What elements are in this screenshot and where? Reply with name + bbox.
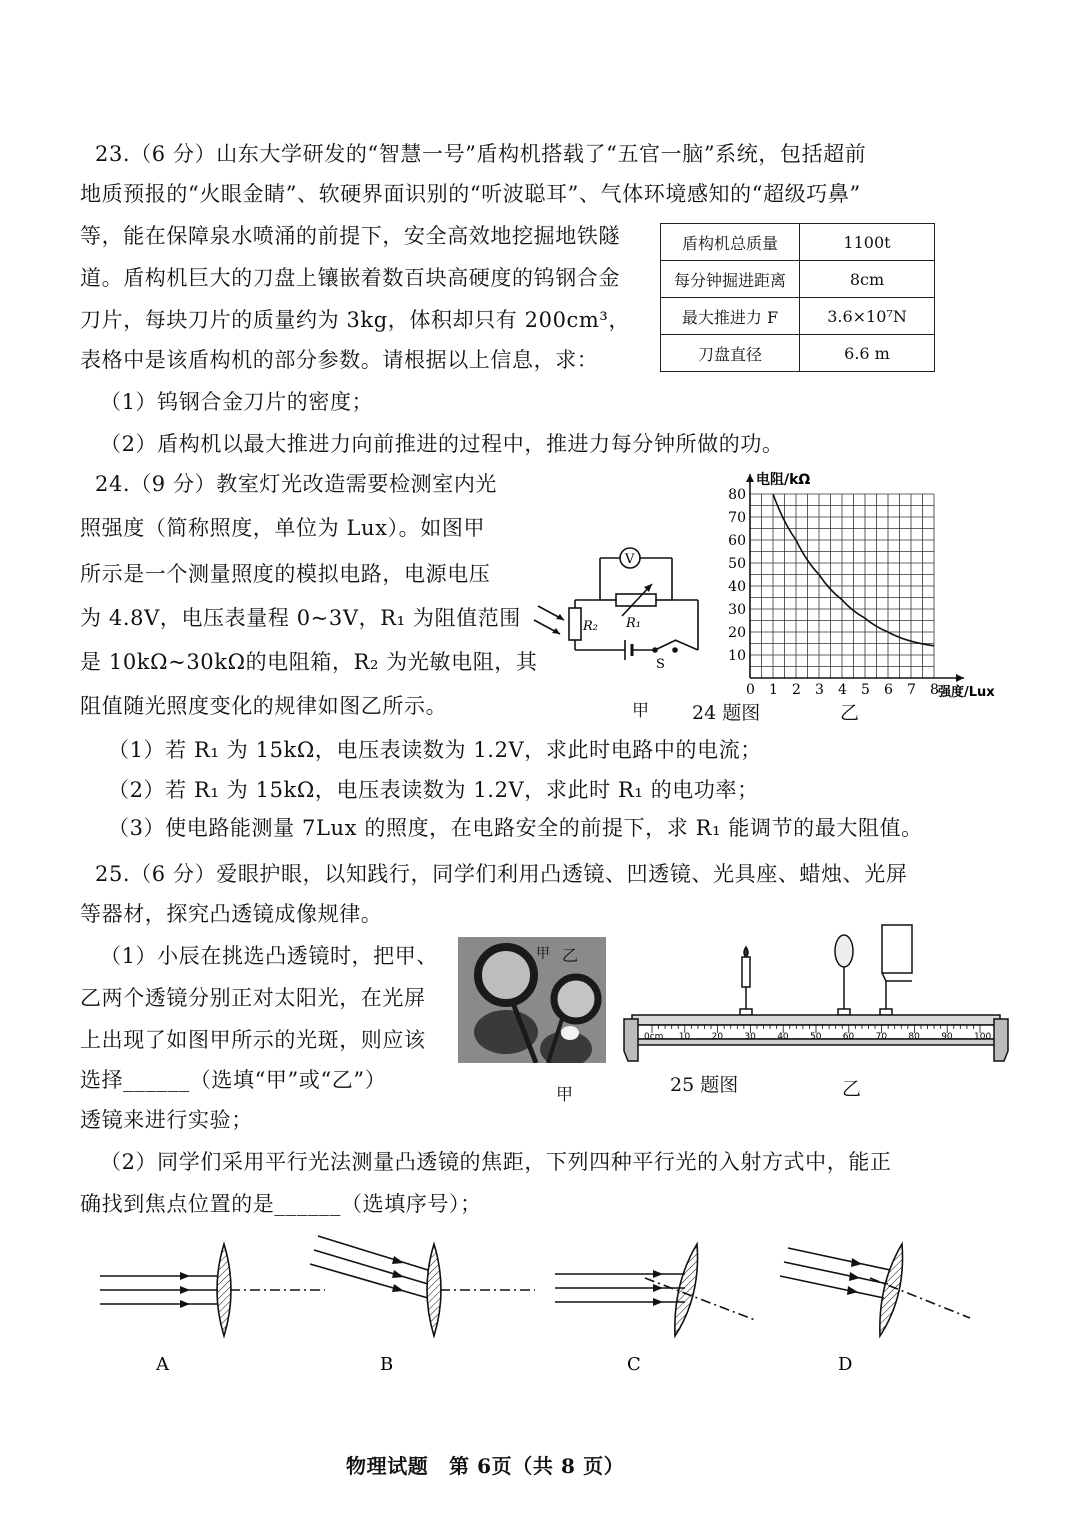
y-tick-label: 10: [728, 648, 746, 664]
bench-tick-label: 90: [941, 1032, 953, 1042]
x-tick-label: 3: [815, 682, 824, 698]
q23-line: 表格中是该盾构机的部分参数。请根据以上信息，求：: [80, 348, 599, 372]
q23-sub: （2）盾构机以最大推进力向前推进的过程中，推进力每分钟所做的功。: [100, 432, 784, 456]
x-tick-label: 1: [769, 682, 778, 698]
ray-diagram-b: [310, 1230, 540, 1380]
optical-bench: [624, 915, 1008, 1070]
q24-line: 照强度（简称照度，单位为 Lux）。如图甲: [80, 516, 486, 540]
r1-label: R₁: [626, 616, 641, 631]
chart-caption: 乙: [840, 702, 860, 724]
q24-line: 是 10kΩ~30kΩ的电阻箱，R₂ 为光敏电阻，其: [80, 650, 538, 674]
option-label-b: B: [380, 1354, 394, 1375]
bench-tick-label: 60: [842, 1032, 855, 1042]
y-tick-label: 60: [728, 533, 746, 549]
q24-figure-caption: 24 题图: [692, 702, 761, 724]
q24-sub: （3）使电路能测量 7Lux 的照度，在电路安全的前提下，求 R₁ 能调节的最大阻值。: [108, 816, 923, 840]
option-label-c: C: [627, 1354, 641, 1375]
q25-line: 乙两个透镜分别正对太阳光，在光屏: [80, 986, 426, 1010]
q24-sub: （2）若 R₁ 为 15kΩ，电压表读数为 1.2V，求此时 R₁ 的电功率；: [108, 778, 759, 802]
table-key: 最大推进力 F: [661, 298, 800, 335]
q25-line: （2）同学们采用平行光法测量凸透镜的焦距，下列四种平行光的入射方式中，能正: [100, 1150, 892, 1174]
x-tick-label: 5: [861, 682, 870, 698]
bench-tick-label: 50: [810, 1032, 822, 1042]
option-label-d: D: [838, 1354, 853, 1375]
q25-figure-caption: 25 题图: [670, 1074, 739, 1096]
y-tick-label: 70: [728, 510, 746, 526]
x-tick-label: 8: [930, 682, 939, 698]
photo-caption: 甲: [556, 1085, 573, 1105]
q23-line: 刀片，每块刀片的质量约为 3kg，体积却只有 200cm³，: [80, 308, 631, 332]
photo-label-yi: 乙: [562, 946, 579, 965]
ray-diagram-d: [780, 1240, 980, 1380]
q23-line: 等，能在保障泉水喷涌的前提下，安全高效地挖掘地铁隧: [80, 224, 620, 248]
q24-sub: （1）若 R₁ 为 15kΩ，电压表读数为 1.2V，求此时电路中的电流；: [108, 738, 762, 762]
q23-line: 23.（6 分）山东大学研发的“智慧一号”盾构机搭载了“五官一脑”系统，包括超前: [95, 142, 867, 166]
circuit-diagram: [530, 540, 710, 680]
x-tick-label: 6: [884, 682, 893, 698]
bench-tick-label: 100: [974, 1032, 992, 1042]
y-axis-label: 电阻/kΩ: [756, 472, 811, 488]
q25-line: 选择______（选填“甲”或“乙”）: [80, 1068, 387, 1092]
table-value: 1100t: [800, 224, 935, 261]
table-key: 盾构机总质量: [661, 224, 800, 261]
q25-line: 上出现了如图甲所示的光斑，则应该: [80, 1028, 426, 1052]
q24-line: 24.（9 分）教室灯光改造需要检测室内光: [95, 472, 498, 496]
y-tick-label: 20: [728, 625, 746, 641]
y-tick-label: 80: [728, 487, 746, 503]
table-key: 每分钟掘进距离: [661, 261, 800, 298]
y-tick-label: 30: [728, 602, 746, 618]
bench-tick-label: 80: [908, 1032, 920, 1042]
y-axis-arrow: [746, 474, 754, 482]
q25-line: （1）小辰在挑选凸透镜时，把甲、: [100, 944, 438, 968]
y-tick-label: 40: [728, 579, 746, 595]
bench-tick-label: 10: [678, 1032, 691, 1042]
table-value: 6.6 m: [800, 335, 935, 372]
q25-line: 透镜来进行实验；: [80, 1108, 253, 1132]
x-tick-label: 7: [907, 682, 916, 698]
table-row: [661, 298, 935, 335]
table-row: [661, 261, 935, 298]
bench-tick-label: 30: [744, 1032, 756, 1042]
r2-label: R₂: [583, 619, 598, 634]
y-tick-label: 50: [728, 556, 746, 572]
table-row: [661, 224, 935, 261]
photo-label-jia: 甲: [536, 946, 550, 962]
table-row: [661, 335, 935, 372]
q25-line: 25.（6 分）爱眼护眼，以知践行，同学们利用凸透镜、凹透镜、光具座、蜡烛、光屏: [95, 862, 908, 886]
ray-diagram-a: [100, 1240, 330, 1380]
q25-line: 等器材，探究凸透镜成像规律。: [80, 902, 383, 926]
x-tick-label: 4: [838, 682, 847, 698]
table-value: 8cm: [800, 261, 935, 298]
q24-line: 为 4.8V，电压表量程 0~3V，R₁ 为阻值范围: [80, 606, 521, 630]
x-tick-label: 2: [792, 682, 801, 698]
x-tick-label: 0: [746, 682, 755, 698]
table-key: 刀盘直径: [661, 335, 800, 372]
x-axis-label: 强度/Lux: [938, 685, 995, 700]
q23-line: 道。盾构机巨大的刀盘上镶嵌着数百块高硬度的钨钢合金: [80, 266, 620, 290]
q25-line: 确找到焦点位置的是______（选填序号）；: [80, 1192, 482, 1216]
q24-line: 所示是一个测量照度的模拟电路，电源电压: [80, 562, 491, 586]
bench-caption: 乙: [842, 1078, 862, 1100]
circuit-caption: 甲: [632, 701, 649, 721]
page-footer: 物理试题 第 6页（共 8 页）: [346, 1454, 625, 1478]
bench-tick-label: 40: [777, 1032, 789, 1042]
lens-photo: [458, 937, 606, 1063]
ray-diagram-c: [555, 1240, 785, 1380]
table-value: 3.6×10⁷N: [800, 298, 935, 335]
option-label-a: A: [156, 1354, 169, 1375]
q23-line: 地质预报的“火眼金睛”、软硬界面识别的“听波聪耳”、气体环境感知的“超级巧鼻”: [80, 182, 861, 206]
parameter-table: [660, 223, 935, 372]
switch-label: S: [656, 657, 665, 672]
q24-line: 阻值随光照度变化的规律如图乙所示。: [80, 694, 448, 718]
resistance-illuminance-chart: [720, 470, 1020, 700]
bench-tick-label: 70: [875, 1032, 888, 1042]
q23-sub: （1）钨钢合金刀片的密度；: [100, 390, 374, 414]
x-axis-arrow: [956, 674, 964, 682]
bench-tick-label: 20: [711, 1032, 724, 1042]
bench-tick-label: 0cm: [644, 1032, 664, 1042]
voltmeter-label: V: [625, 552, 635, 567]
